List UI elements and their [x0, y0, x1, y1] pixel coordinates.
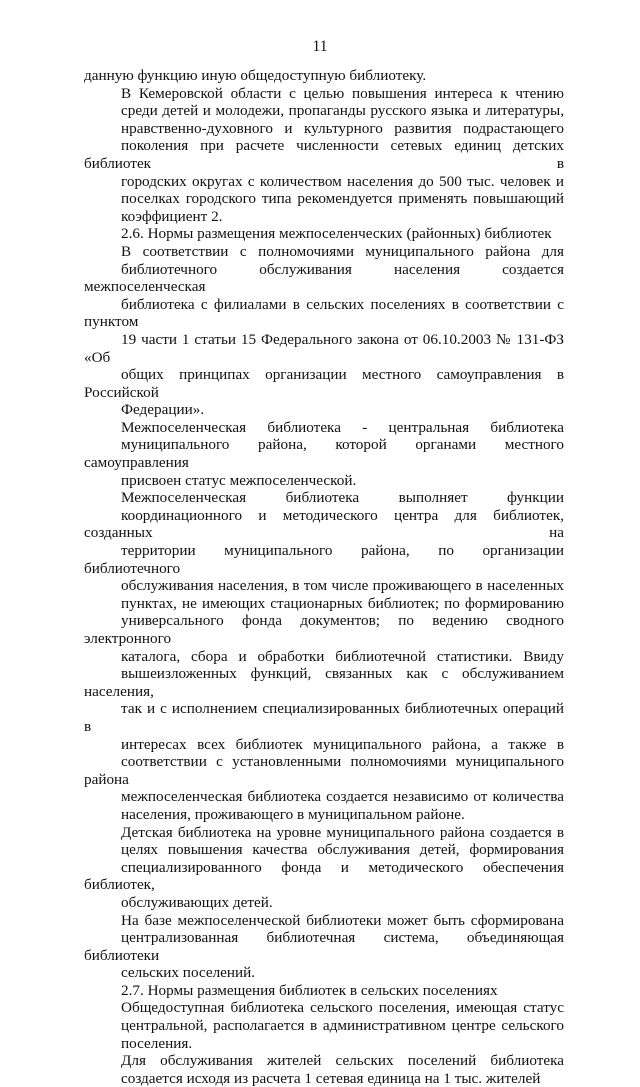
text-line: Общедоступная библиотека сельского поселения, имеющая статус	[121, 999, 564, 1017]
text-line: обслуживания населения, в том числе проживающего в населенных	[121, 577, 564, 595]
text-line: Межпоселенческая библиотека выполняет функции	[121, 489, 564, 507]
text-line: координационного и методического центра для библиотек, созданных на	[84, 506, 564, 542]
text-line: коэффициент 2.	[121, 207, 223, 225]
document-body	[84, 67, 564, 1087]
text-line: специализированного фонда и методического обеспечения библиотек,	[84, 858, 564, 894]
text-line: библиотечного обслуживания населения создается межпоселенческая	[84, 260, 564, 296]
paragraph	[84, 419, 564, 489]
paragraph	[84, 824, 564, 912]
text-line: поселения.	[121, 1034, 193, 1052]
text-line: интересах всех библиотек муниципального района, а также в	[121, 735, 564, 753]
page-number: 11	[312, 38, 328, 55]
text-line: Для обслуживания жителей сельских поселений библиотека	[121, 1052, 564, 1070]
text-line: обслуживающих детей.	[121, 893, 273, 911]
text-line: сельских поселений.	[121, 964, 256, 982]
text-line: 19 части 1 статьи 15 Федерального закона от 06.10.2003 № 131-ФЗ «Об	[84, 330, 564, 366]
text-line: присвоен статус межпоселенческой.	[121, 471, 357, 489]
text-line: 2.6. Нормы размещения межпоселенческих (районных) библиотек	[121, 225, 552, 243]
text-line: целях повышения качества обслуживания детей, формирования	[121, 841, 564, 859]
text-line: На базе межпоселенческой библиотеки может быть сформирована	[121, 911, 564, 929]
text-line: каталога, сбора и обработки библиотечной статистики. Ввиду	[121, 647, 564, 665]
paragraph	[84, 912, 564, 982]
text-line: Межпоселенческая библиотека - центральная библиотека	[121, 418, 564, 436]
paragraph	[84, 85, 564, 226]
paragraph	[84, 1052, 564, 1087]
text-line: муниципального района, которой органами местного самоуправления	[84, 436, 564, 472]
text-line: среди детей и молодежи, пропаганды русского языка и литературы,	[121, 102, 564, 120]
paragraph	[84, 999, 564, 1052]
text-line: так и с исполнением специализированных библиотечных операций в	[84, 700, 564, 735]
text-line: вышеизложенных функций, связанных как с обслуживанием населения,	[84, 665, 564, 700]
paragraph	[84, 225, 564, 243]
text-line: централизованная библиотечная система, объединяющая библиотеки	[84, 929, 564, 964]
text-line: нравственно-духовного и культурного развития подрастающего	[121, 119, 564, 137]
text-line: библиотека с филиалами в сельских поселениях в соответствии с пунктом	[84, 295, 564, 331]
text-line: Федерации».	[121, 401, 205, 419]
text-line: В соответствии с полномочиями муниципального района для	[121, 242, 564, 260]
text-line: Детская библиотека на уровне муниципального района создается в	[121, 823, 564, 841]
text-line: общих принципах организации местного самоуправления в Российской	[84, 366, 564, 401]
text-line: городских округах с количеством населения до 500 тыс. человек и	[121, 172, 564, 190]
text-line: соответствии с установленными полномочиями муниципального района	[84, 753, 564, 788]
text-line: территории муниципального района, по организации библиотечного	[84, 542, 564, 577]
text-line: населения, проживающего в муниципальном районе.	[121, 805, 465, 823]
text-line: межпоселенческая библиотека создается независимо от количества	[121, 788, 564, 806]
text-line: центральной, располагается в административном центре сельского	[121, 1017, 564, 1035]
paragraph	[84, 67, 564, 85]
text-line: 2.7. Нормы размещения библиотек в сельских поселениях	[121, 981, 498, 999]
text-line: пунктах, не имеющих стационарных библиотек; по формированию	[121, 594, 564, 612]
text-line: универсального фонда документов; по ведению сводного электронного	[84, 612, 564, 647]
text-line: поколения при расчете численности сетевых единиц детских библиотек в	[84, 137, 564, 172]
text-line: В Кемеровской области с целью повышения интереса к чтению	[121, 84, 564, 102]
paragraph	[84, 982, 564, 1000]
paragraph	[84, 489, 564, 823]
text-line: данную функцию иную общедоступную библиотеку.	[84, 67, 427, 84]
text-line: поселках городского типа рекомендуется применять повышающий	[121, 190, 564, 208]
paragraph	[84, 243, 564, 419]
text-line: создается исходя из расчета 1 сетевая единица на 1 тыс. жителей	[121, 1069, 541, 1087]
